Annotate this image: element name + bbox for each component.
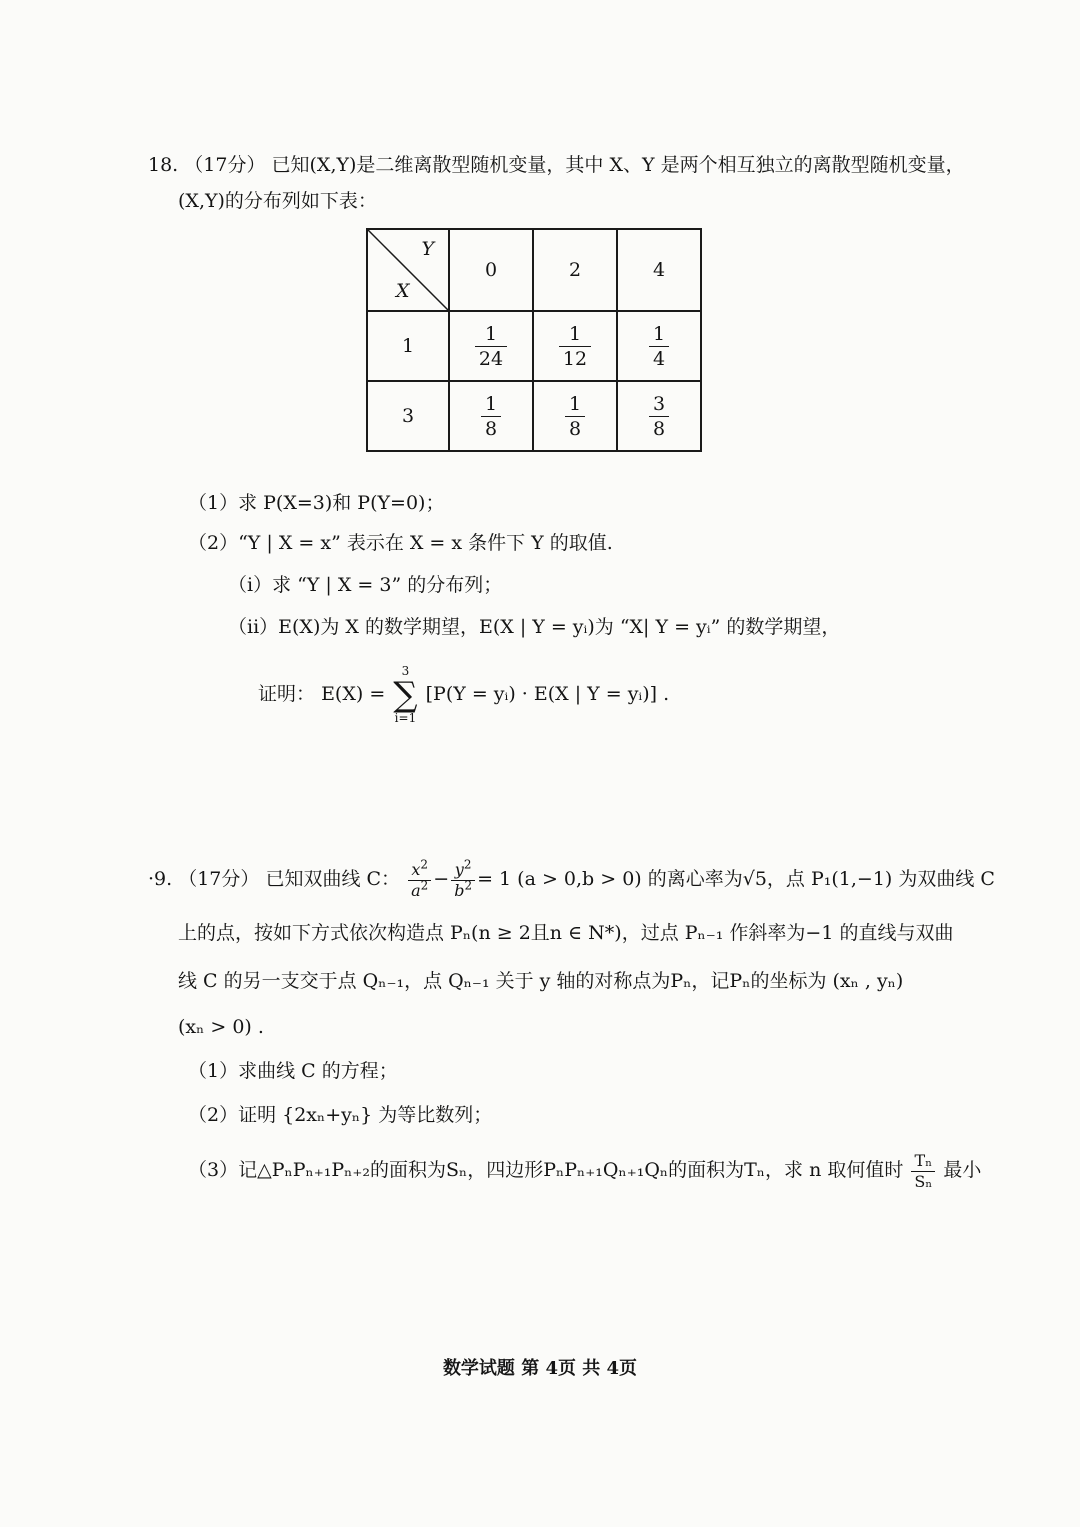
summation-icon: 3 ∑ i=1	[393, 664, 418, 725]
prob-cell: $\frac{1}{8}$	[533, 381, 617, 451]
corner-x-label: X	[396, 280, 410, 302]
x-label-row-1: 1	[367, 311, 449, 381]
q19-l1b: (a > 0,b > 0) 的离心率为√5，点 P₁(1,−1) 为双曲线 C	[517, 868, 995, 890]
proof-rhs: [P(Y = yᵢ) · E(X | Y = yᵢ)] .	[425, 683, 670, 705]
y-header-1: 2	[533, 229, 617, 311]
corner-y-label: Y	[421, 238, 434, 260]
prob-cell: $\frac{1}{12}$	[533, 311, 617, 381]
q18-part2i: （i）求 “Y | X = 3” 的分布列；	[228, 574, 503, 596]
prob-cell: $\frac{3}{8}$	[617, 381, 701, 451]
y-header-0: 0	[449, 229, 533, 311]
proof-lhs: E(X) =	[321, 683, 386, 705]
q19-part3	[188, 1142, 981, 1198]
q18-part1: （1）求 P(X=3)和 P(Y=0)；	[188, 492, 445, 514]
q18-points: （17分）	[184, 154, 266, 176]
sum-lower: i=1	[394, 711, 417, 725]
q19-points: （17分）	[178, 868, 260, 890]
q19-line4: (xₙ > 0) .	[178, 1016, 264, 1038]
q19-line3: 线 C 的另一支交于点 Qₙ₋₁，点 Qₙ₋₁ 关于 y 轴的对称点为Pₙ，记Pₙ的坐标为 (xₙ , yₙ)	[178, 970, 904, 992]
q19-line2: 上的点，按如下方式依次构造点 Pₙ(n ≥ 2且n ∈ N*)，过点 Pₙ₋₁ 作斜率为−1 的直线与双曲	[178, 922, 954, 944]
q18-stem-line1	[148, 152, 965, 178]
prob-cell: $\frac{1}{8}$	[449, 381, 533, 451]
x-label-row-2: 3	[367, 381, 449, 451]
distribution-table	[366, 228, 702, 452]
y-header-2: 4	[617, 229, 701, 311]
q19-part1: （1）求曲线 C 的方程；	[188, 1060, 398, 1082]
q19-number: ·9.	[148, 868, 173, 890]
prob-cell: $\frac{1}{4}$	[617, 311, 701, 381]
q19-line1: ·9. （17分） 已知双曲线 C： $\frac{x^2}{a^2}$ − $\frac{y^2}{b^2}$ = 1 (a > 0,b > 0) 的离心率为√5，点 P₁(1,−1) 为双曲线 C	[148, 857, 995, 900]
q19-part3-text: （3）记△PₙPₙ₊₁Pₙ₊₂的面积为Sₙ，四边形PₙPₙ₊₁Qₙ₊₁Qₙ的面积为Tₙ，求 n 取何值时	[188, 1159, 904, 1181]
q18-number: 18.	[148, 154, 179, 176]
q19-part3-end: 最小	[943, 1159, 982, 1181]
x2-over-a2: $\frac{x^2}{a^2}$	[408, 861, 431, 900]
q18-part2ii: （ii）E(X)为 X 的数学期望，E(X | Y = yᵢ)为 “X| Y = yᵢ” 的数学期望，	[228, 616, 841, 638]
table-corner-cell	[367, 229, 449, 311]
proof-label: 证明：	[258, 683, 316, 705]
q18-stem-a: 已知(X,Y)是二维离散型随机变量，其中 X、Y 是两个相互独立的离散型随机变量，	[271, 154, 965, 176]
page-footer: 数学试题 第 4页 共 4页	[442, 1358, 638, 1379]
prob-cell: $\frac{1}{24}$	[449, 311, 533, 381]
q19-l1a: 已知双曲线 C：	[265, 868, 401, 890]
sum-upper: 3	[401, 664, 410, 678]
q18-part2: （2）“Y | X = x” 表示在 X = x 条件下 Y 的取值.	[188, 532, 613, 554]
q19-part2: （2）证明 {2xₙ+yₙ} 为等比数列；	[188, 1104, 493, 1126]
t-over-s-fraction: $\frac{\text{Tₙ}}{\text{Sₙ}}$	[911, 1152, 935, 1191]
q18-stem-line2: (X,Y)的分布列如下表：	[178, 190, 377, 212]
q18-proof-formula	[258, 664, 669, 725]
y2-over-b2: $\frac{y^2}{b^2}$	[451, 861, 475, 900]
